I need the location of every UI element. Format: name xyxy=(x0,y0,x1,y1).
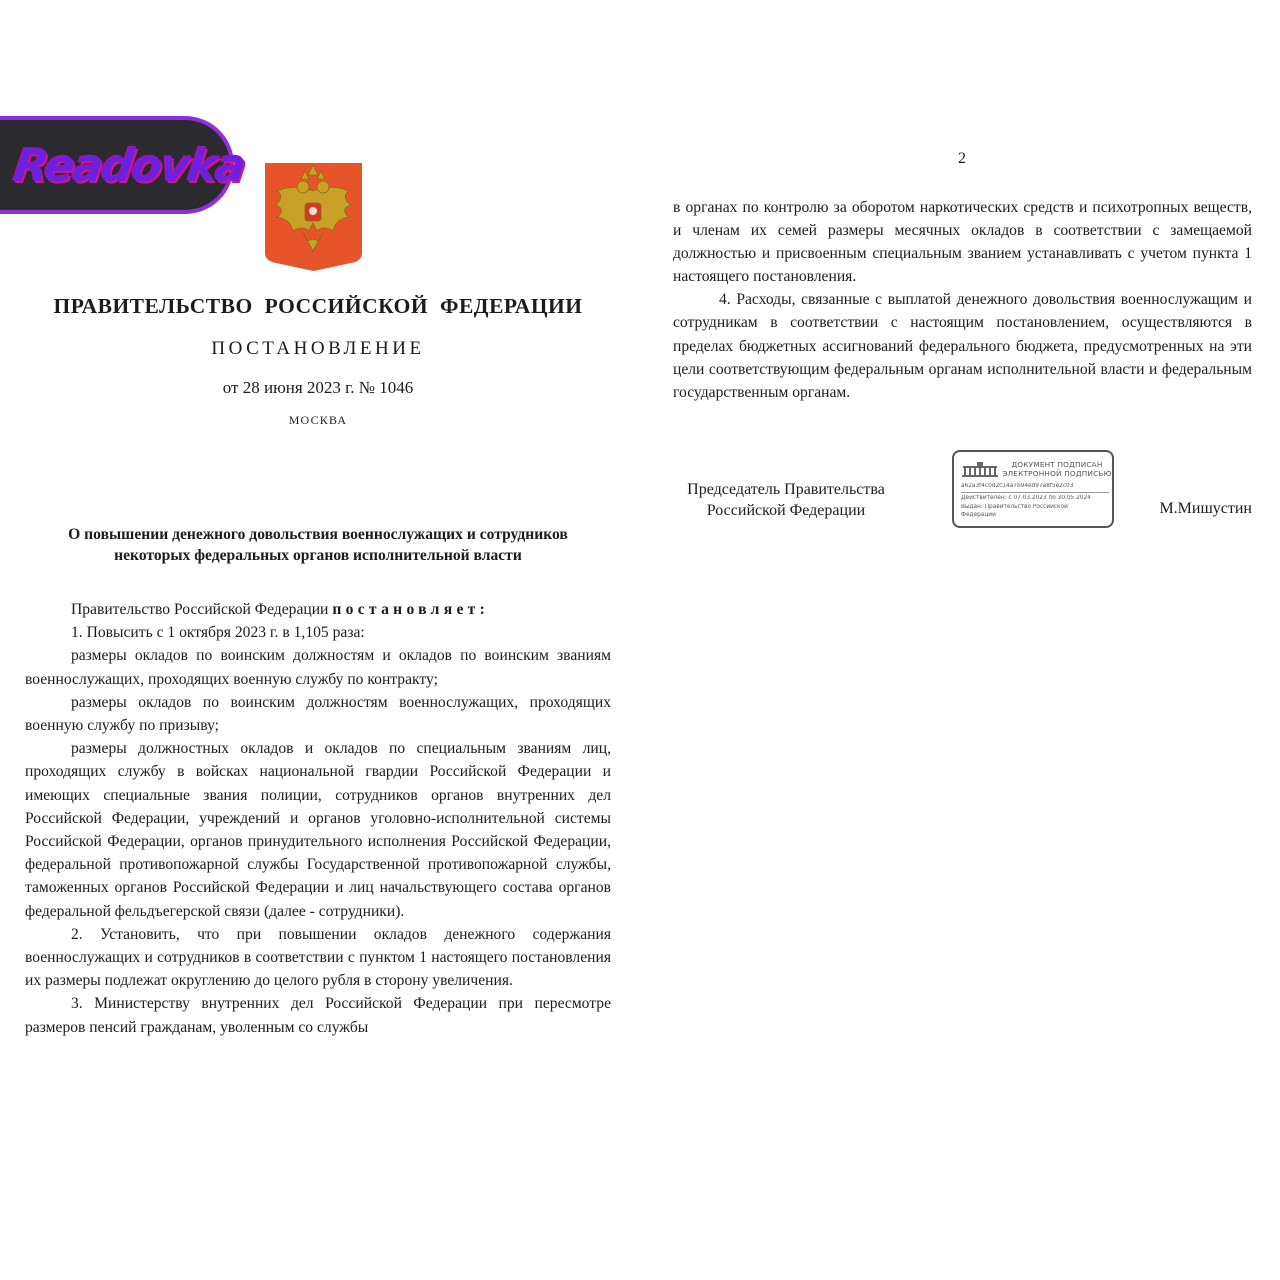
page-2-body xyxy=(673,196,1252,404)
paragraph-1c: размеры должностных окладов и окладов по специальным званиям лиц, проходящих службу в войсках национальной гвардии Российской Федерации и имеющих специальные звания полиции, сотрудников органов внутренних дел Российской Федерации, учреждений и органов уголовно-исполнительной системы Российской Федерации, органов принудительного исполнения Российской Федерации, федеральной противопожарной службы Государственной противопожарной службы, таможенных органов Российской Федерации и лиц начальствующего состава органов федеральной фельдъегерской связи (далее - сотрудники). xyxy=(25,740,611,920)
paragraph-1a: размеры окладов по воинским должностям и окладов по воинским званиям военнослужащих, проходящих военную службу по контракту; xyxy=(25,647,611,688)
government-title: ПРАВИТЕЛЬСТВО РОССИЙСКОЙ ФЕДЕРАЦИИ xyxy=(53,294,583,318)
preamble-text: Правительство Российской Федерации xyxy=(71,601,329,618)
document-type: ПОСТАНОВЛЕНИЕ xyxy=(211,338,425,359)
coat-of-arms-icon xyxy=(263,161,364,273)
preamble-verb: постановляет: xyxy=(332,601,490,618)
page-number: 2 xyxy=(958,150,966,167)
subject-line-2: некоторых федеральных органов исполнительной власти xyxy=(114,547,522,564)
paragraph-4: 4. Расходы, связанные с выплатой денежного довольствия военнослужащим и сотрудникам в соответствии с настоящим постановлением, осуществляются в пределах бюджетных ассигнований федерального бюджета, предусмотренных на эти цели соответствующим федеральным органам исполнительной власти и федеральным государственным органам. xyxy=(673,291,1252,401)
paragraph-3-continued: в органах по контролю за оборотом наркотических средств и психотропных веществ, и членам их семей размеры месячных окладов в соответствии с замещаемой должностью и присвоенным специальным званием устанавливать с учетом пункта 1 настоящего постановления. xyxy=(673,199,1252,286)
stamp-validity: Действителен: с 07.03.2023 по 30.05.2024 xyxy=(961,495,1091,501)
stamp-title-line-1: ДОКУМЕНТ ПОДПИСАН xyxy=(1011,460,1103,469)
stamp-title-line-2: ЭЛЕКТРОННОЙ ПОДПИСЬЮ xyxy=(1002,469,1112,478)
decree-date-number: от 28 июня 2023 г. № 1046 xyxy=(222,378,414,397)
stamp-issuer-line-1: Выдан: Правительство Российской xyxy=(961,504,1068,510)
signer-role-line-1: Председатель Правительства xyxy=(687,481,885,498)
subject-line-1: О повышении денежного довольствия военнослужащих и сотрудников xyxy=(68,526,568,543)
stamp-issuer-line-2: Федерации xyxy=(961,512,996,518)
paragraph-2: 2. Установить, что при повышении окладов денежного содержания военнослужащих и сотрудников в соответствии с пунктом 1 настоящего постановления их размеры подлежат округлению до целого рубля в сторону увеличения. xyxy=(25,925,611,990)
preamble xyxy=(25,598,611,621)
paragraph-1: 1. Повысить с 1 октября 2023 г. в 1,105 раза: xyxy=(71,624,365,642)
signer-role xyxy=(671,479,901,521)
electronic-signature-stamp xyxy=(952,450,1114,528)
paragraph-1b: размеры окладов по воинским должностям военнослужащих, проходящих военную службу по призыву; xyxy=(25,693,611,735)
page-1-body xyxy=(25,598,611,1039)
government-building-icon xyxy=(961,461,999,478)
stamp-certificate: a62a3f4c0d2c14a7b94ed97a8f5e2c03 xyxy=(961,483,1074,489)
readovka-logo-text: Readovka xyxy=(10,138,248,192)
decree-subject xyxy=(24,524,612,566)
readovka-watermark xyxy=(0,116,248,214)
stamp-title xyxy=(1002,460,1112,478)
paragraph-3: 3. Министерству внутренних дел Российской Федерации при пересмотре размеров пенсий гражданам, уволенным со службы xyxy=(25,995,611,1036)
signer-name: М.Мишустин xyxy=(1159,500,1252,517)
signer-role-line-2: Российской Федерации xyxy=(706,502,866,519)
stamp-divider xyxy=(961,492,1109,493)
decree-city: МОСКВА xyxy=(288,413,348,427)
